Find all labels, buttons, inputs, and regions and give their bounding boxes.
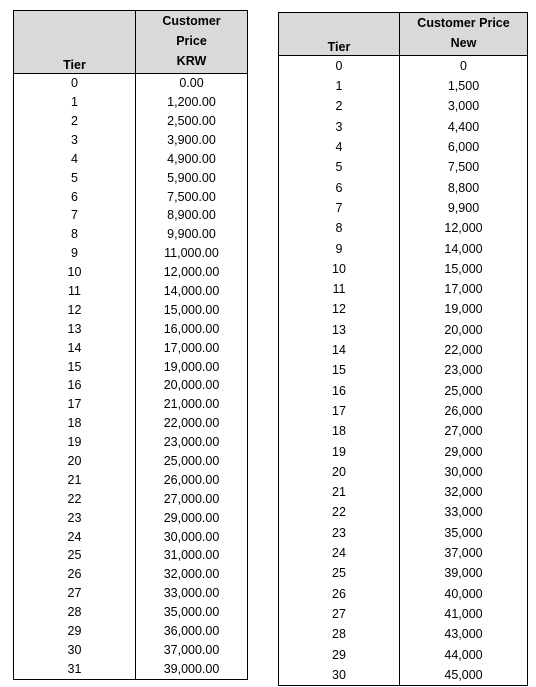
table-body — [14, 74, 248, 680]
price-cell: 27,000 — [444, 424, 483, 439]
table-row — [14, 168, 248, 187]
price-cell: 3,900.00 — [167, 132, 216, 147]
table-row — [279, 198, 528, 218]
price-cell: 12,000.00 — [163, 265, 220, 280]
table-row — [279, 137, 528, 157]
table-row — [279, 421, 528, 441]
table-row — [14, 622, 248, 641]
tier-cell: 8 — [279, 218, 400, 238]
tier-cell: 18 — [279, 421, 400, 441]
tier-cell: 12 — [14, 301, 136, 320]
table-row — [279, 178, 528, 198]
table-row — [279, 462, 528, 482]
tier-cell: 22 — [279, 503, 400, 523]
tier-cell: 11 — [279, 279, 400, 299]
header-line: New — [450, 36, 477, 50]
tier-cell: 16 — [279, 381, 400, 401]
table-row — [14, 490, 248, 509]
tier-cell: 6 — [279, 178, 400, 198]
table-row — [279, 482, 528, 502]
price-cell: 39,000.00 — [163, 661, 220, 676]
price-cell: 5,900.00 — [167, 170, 216, 185]
tier-cell: 26 — [14, 565, 136, 584]
table-row — [14, 301, 248, 320]
table-row — [279, 360, 528, 380]
tier-cell: 10 — [279, 259, 400, 279]
price-cell: 32,000.00 — [163, 567, 220, 582]
tier-cell: 8 — [14, 225, 136, 244]
price-cell: 43,000 — [444, 627, 483, 642]
tier-cell: 5 — [279, 157, 400, 177]
table-row — [14, 565, 248, 584]
tier-cell: 21 — [279, 482, 400, 502]
price-cell: 7,500 — [447, 160, 480, 175]
price-cell: 4,900.00 — [167, 151, 216, 166]
table-row — [279, 76, 528, 96]
table-row — [14, 338, 248, 357]
tier-cell: 2 — [14, 112, 136, 131]
tier-cell: 1 — [279, 76, 400, 96]
tier-cell: 28 — [14, 603, 136, 622]
tier-cell: 29 — [279, 645, 400, 665]
table-row — [14, 357, 248, 376]
tier-cell: 4 — [14, 150, 136, 169]
price-cell: 14,000 — [444, 241, 483, 256]
price-cell: 1,500 — [447, 79, 480, 94]
price-cell: 20,000 — [444, 322, 483, 337]
price-cell: 7,500.00 — [167, 189, 216, 204]
price-cell: 20,000.00 — [163, 378, 220, 393]
price-cell: 33,000.00 — [163, 586, 220, 601]
price-cell: 9,900 — [447, 200, 480, 215]
table-row — [14, 641, 248, 660]
price-cell: 22,000.00 — [163, 416, 220, 431]
tier-cell: 27 — [14, 584, 136, 603]
customer-price-new-column-header — [400, 13, 528, 56]
tier-cell: 16 — [14, 376, 136, 395]
price-cell: 29,000 — [444, 444, 483, 459]
price-cell: 40,000 — [444, 586, 483, 601]
table-row — [14, 112, 248, 131]
price-cell: 0.00 — [179, 76, 204, 91]
tier-cell: 19 — [279, 442, 400, 462]
table-row — [279, 56, 528, 77]
table-row — [14, 206, 248, 225]
price-cell: 15,000.00 — [163, 302, 220, 317]
price-cell: 25,000.00 — [163, 454, 220, 468]
table-row — [279, 117, 528, 137]
price-cell: 36,000.00 — [163, 624, 220, 639]
tier-cell: 9 — [14, 244, 136, 263]
price-cell: 32,000 — [444, 485, 483, 500]
header-line: Customer Price — [417, 16, 510, 30]
price-cell: 9,900.00 — [167, 227, 216, 242]
tier-cell: 17 — [14, 395, 136, 414]
tier-cell: 0 — [14, 74, 136, 93]
table-row — [279, 320, 528, 340]
table-row — [14, 471, 248, 490]
table-row — [14, 244, 248, 263]
table-header-row — [14, 11, 248, 74]
price-cell: 17,000.00 — [163, 340, 220, 355]
tier-cell: 22 — [14, 490, 136, 509]
table-row — [279, 340, 528, 360]
price-cell: 8,800 — [447, 180, 480, 195]
table-row — [279, 157, 528, 177]
table-row — [14, 546, 248, 565]
table-row — [279, 279, 528, 299]
price-cell: 37,000.00 — [163, 642, 220, 657]
price-cell: 1,200.00 — [167, 95, 216, 110]
tier-cell: 30 — [14, 641, 136, 660]
tier-cell: 20 — [14, 452, 136, 471]
table-row — [14, 150, 248, 169]
price-cell: 0 — [460, 58, 467, 73]
price-cell: 2,500.00 — [167, 113, 216, 128]
table-row — [279, 239, 528, 259]
tier-column-header: Tier — [279, 13, 400, 56]
table-row — [14, 414, 248, 433]
price-cell: 12,000 — [444, 221, 483, 236]
table-row — [14, 225, 248, 244]
krw-price-table — [13, 10, 248, 680]
price-cell: 26,000 — [444, 403, 483, 418]
tier-cell: 29 — [14, 622, 136, 641]
table-row — [279, 442, 528, 462]
table-row — [14, 131, 248, 150]
table-row — [279, 665, 528, 686]
tier-cell: 25 — [279, 563, 400, 583]
customer-price-krw-column-header — [136, 11, 248, 74]
tier-cell: 24 — [279, 543, 400, 563]
table-row — [279, 584, 528, 604]
table-header-row — [279, 13, 528, 56]
table-row — [279, 381, 528, 401]
table-row — [279, 401, 528, 421]
price-cell: 27,000.00 — [163, 491, 220, 506]
table-row — [14, 320, 248, 339]
table-row — [279, 503, 528, 523]
price-cell: 6,000 — [447, 140, 480, 155]
tier-cell: 11 — [14, 282, 136, 301]
price-cell: 31,000.00 — [163, 548, 220, 563]
tier-cell: 9 — [279, 239, 400, 259]
tier-cell: 7 — [14, 206, 136, 225]
tier-cell: 12 — [279, 300, 400, 320]
tier-cell: 17 — [279, 401, 400, 421]
price-cell: 14,000.00 — [163, 283, 220, 298]
table-row — [14, 263, 248, 282]
tier-cell: 19 — [14, 433, 136, 452]
tier-cell: 2 — [279, 97, 400, 117]
table-row — [279, 300, 528, 320]
tier-cell: 7 — [279, 198, 400, 218]
price-cell: 35,000 — [444, 525, 483, 540]
price-cell: 15,000 — [444, 261, 483, 276]
tier-cell: 4 — [279, 137, 400, 157]
table-row — [279, 259, 528, 279]
table-row — [279, 563, 528, 583]
tier-cell: 28 — [279, 624, 400, 644]
tier-cell: 15 — [14, 357, 136, 376]
price-cell: 41,000 — [444, 606, 483, 621]
price-cell: 23,000.00 — [163, 435, 220, 450]
table-row — [14, 508, 248, 527]
price-cell: 33,000 — [444, 505, 483, 520]
table-row — [14, 395, 248, 414]
header-line: Price — [176, 34, 207, 48]
new-price-table — [278, 12, 528, 686]
tier-cell: 3 — [279, 117, 400, 137]
table-body — [279, 56, 528, 686]
table-row — [14, 527, 248, 546]
table-row — [279, 543, 528, 563]
table-row — [279, 604, 528, 624]
tier-cell: 0 — [279, 56, 400, 77]
tier-cell: 13 — [279, 320, 400, 340]
tier-cell: 5 — [14, 168, 136, 187]
table-row — [14, 660, 248, 679]
price-cell: 37,000 — [444, 546, 483, 561]
table-row — [279, 218, 528, 238]
table-row — [14, 93, 248, 112]
table-row — [14, 74, 248, 93]
tier-cell: 18 — [14, 414, 136, 433]
price-cell: 35,000.00 — [163, 605, 220, 620]
tier-cell: 3 — [14, 131, 136, 150]
tier-cell: 25 — [14, 546, 136, 565]
price-cell: 19,000.00 — [163, 359, 220, 374]
price-cell: 3,000 — [447, 99, 480, 114]
tier-cell: 27 — [279, 604, 400, 624]
price-cell: 22,000 — [444, 343, 483, 358]
tier-cell: 14 — [14, 338, 136, 357]
table-row — [14, 452, 248, 471]
header-line: Customer — [162, 14, 221, 28]
price-cell: 23,000 — [444, 363, 483, 378]
table-row — [14, 187, 248, 206]
tier-cell: 30 — [279, 665, 400, 686]
table-row — [14, 376, 248, 395]
tier-cell: 26 — [279, 584, 400, 604]
table-row — [279, 523, 528, 543]
table-row — [14, 282, 248, 301]
price-cell: 30,000.00 — [163, 529, 220, 544]
price-cell: 4,400 — [447, 119, 480, 134]
price-cell: 45,000 — [444, 667, 483, 682]
tier-cell: 14 — [279, 340, 400, 360]
tier-cell: 15 — [279, 360, 400, 380]
tier-cell: 21 — [14, 471, 136, 490]
table-row — [279, 624, 528, 644]
tier-cell: 6 — [14, 187, 136, 206]
table-row — [279, 645, 528, 665]
tier-cell: 20 — [279, 462, 400, 482]
table-row — [14, 584, 248, 603]
tier-cell: 23 — [279, 523, 400, 543]
price-cell: 17,000 — [444, 282, 483, 297]
price-cell: 30,000 — [444, 464, 483, 479]
price-cell: 16,000.00 — [163, 321, 220, 336]
tier-column-header: Tier — [14, 11, 136, 74]
tier-cell: 1 — [14, 93, 136, 112]
price-cell: 11,000.00 — [164, 246, 219, 261]
price-cell: 39,000 — [444, 566, 483, 581]
tier-cell: 10 — [14, 263, 136, 282]
table-row — [279, 97, 528, 117]
tier-cell: 31 — [14, 660, 136, 679]
table-row — [14, 603, 248, 622]
tier-cell: 23 — [14, 508, 136, 527]
price-cell: 21,000.00 — [163, 397, 220, 412]
header-line: KRW — [176, 54, 207, 68]
tier-cell: 24 — [14, 527, 136, 546]
price-cell: 44,000 — [444, 647, 483, 662]
price-cell: 26,000.00 — [163, 472, 220, 487]
price-cell: 19,000 — [444, 302, 483, 317]
price-cell: 8,900.00 — [167, 208, 216, 223]
price-cell: 25,000 — [444, 383, 483, 398]
price-cell: 29,000.00 — [163, 510, 220, 525]
tier-cell: 13 — [14, 320, 136, 339]
table-row — [14, 433, 248, 452]
